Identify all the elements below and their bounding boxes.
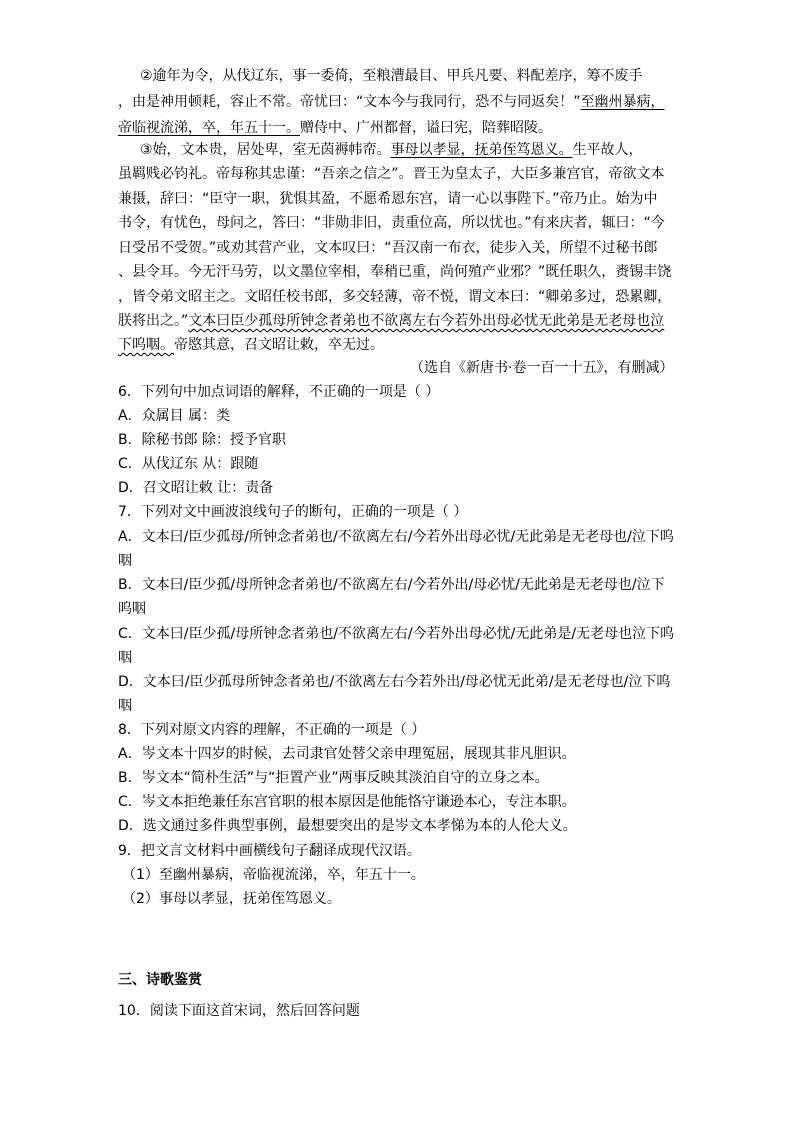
q7-option-c-line1: C．文本曰/臣少孤/母所钟念者弟也/不欲离左右/今若外出母必忧/无此弟是/无老母也泣下呜 (118, 626, 675, 642)
q7-option-a-line1: A．文本曰/臣少孤母/所钟念者弟也/不欲离左右/今若外出母必忧/无此弟是无老母也/泣下呜 (118, 529, 674, 545)
underlined-sentence: 事母以孝显，抚弟侄笃恩义。 (390, 142, 573, 158)
passage-p2-line2 (118, 92, 665, 112)
underlined-sentence: 帝临视流涕，卒，年五十一。 (118, 120, 300, 136)
passage-text: 朕将出之。” (118, 313, 189, 329)
q7-stem: 7．下列对文中画波浪线句子的断句，正确的一项是（ ） (118, 504, 468, 520)
q7-option-d-line1: D．文本曰/臣少孤母所钟念者弟也/不欲离左右今若外出/母必忧无此弟/是无老母也/泣下呜 (118, 674, 671, 690)
passage-p2-line1: ②逾年为令，从伐辽东，事一委倚，至粮漕最目、甲兵凡要、料配差序，筹不废手 (140, 68, 643, 84)
passage-text: 生平故人， (572, 142, 643, 158)
q7-option-b-line1: B．文本曰/臣少孤/母所钟念者弟也/不欲离左右/今若外出/母必忧/无此弟是无老母也/泣下 (118, 577, 665, 593)
passage-p3-line4: 书令，有忧色，母问之，答曰：“非勋非旧，责重位高，所以忧也。”有来庆者，辄曰：“今 (118, 215, 665, 231)
q8-option-c: C．岑文本拒绝兼任东宫官职的根本原因是他能恪守谦逊本心，专注本职。 (118, 794, 576, 810)
q8-option-b: B．岑文本“简朴生活”与“拒置产业”两事反映其淡泊自守的立身之本。 (118, 770, 549, 786)
underlined-sentence: 至幽州暴病， (580, 94, 665, 110)
q7-option-c-line2: 咽 (118, 650, 132, 666)
q7-option-b-line2: 呜咽 (118, 601, 146, 617)
passage-p3-line7: ，皆令弟文昭主之。文昭任校书郎，多交轻薄，帝不悦，谓文本曰：“卿弟多过，恐累卿， (118, 289, 672, 305)
passage-p3-line1 (140, 140, 643, 160)
passage-source: （选自《新唐书·卷一百一十五》，有删减） (410, 360, 674, 376)
q6-stem: 6．下列句中加点词语的解释，不正确的一项是（ ） (118, 384, 440, 400)
passage-p3-line2: 虽羁贱必钧礼。帝每称其忠谨：“吾亲之信之”。晋王为皇太子，大臣多兼宫官，帝欲文本 (118, 166, 665, 182)
q6-option-b: B．除秘书郎 除：授予官职 (118, 432, 287, 448)
passage-text: ③始，文本贵，居处卑，室无茵褥帏帟。 (140, 142, 391, 158)
passage-p3-line6: 、县令耳。今无汗马劳，以文墨位宰相，奉稍已重，尚何殖产业邪？”既任职久，赉锡丰饶 (118, 264, 672, 280)
passage-p3-line9 (118, 335, 384, 355)
q8-option-a: A．岑文本十四岁的时候，去司隶官处替父亲申理冤屈，展现其非凡胆识。 (118, 746, 576, 762)
passage-p3-line3: 兼摄，辞曰：“臣守一职，犹惧其盈，不愿希恩东宫，请一心以事陛下。”帝乃止。始为中 (118, 191, 658, 207)
passage-text: 帝愍其意，召文昭让敕，卒无过。 (174, 337, 384, 353)
passage-p3-line5: 日受吊不受贺。”或劝其营产业，文本叹曰：“吾汉南一布衣，徒步入关，所望不过秘书郎 (118, 240, 658, 256)
q10-stem: 10．阅读下面这首宋词，然后回答问题 (118, 1003, 360, 1019)
section-heading: 三、诗歌鉴赏 (118, 972, 202, 988)
q8-stem: 8．下列对原文内容的理解，不正确的一项是（ ） (118, 722, 426, 738)
q6-option-a: A．众属目 属：类 (118, 408, 231, 424)
wavy-underlined-sentence: 文本曰臣少孤母所钟念者弟也不欲离左右今若外出母必忧无此弟是无老母也泣 (188, 313, 665, 329)
q9-sentence-1: （1）至幽州暴病，帝临视流涕，卒，年五十一。 (122, 867, 425, 883)
q6-option-c: C．从伐辽东 从：跟随 (118, 456, 259, 472)
q9-sentence-2: （2）事母以孝显，抚弟侄笃恩义。 (122, 891, 341, 907)
q7-option-a-line2: 咽 (118, 553, 132, 569)
q6-option-d: D．召文昭让敕 让：责备 (118, 480, 274, 496)
q9-stem: 9．把文言文材料中画横线句子翻译成现代汉语。 (118, 843, 421, 859)
passage-p2-line3 (118, 118, 552, 138)
q8-option-d: D．选文通过多件典型事例，最想要突出的是岑文本孝悌为本的人伦大义。 (118, 818, 577, 834)
passage-text: 赠侍中、广州都督，谥曰宪，陪葬昭陵。 (300, 120, 552, 136)
passage-p3-line8 (118, 311, 664, 331)
q7-option-d-line2: 咽 (118, 698, 132, 714)
wavy-underlined-sentence: 下呜咽。 (118, 337, 174, 353)
passage-text: ，由是神用顿耗，容止不常。帝忧曰：“文本今与我同行，恐不与同返矣！” (118, 94, 581, 110)
